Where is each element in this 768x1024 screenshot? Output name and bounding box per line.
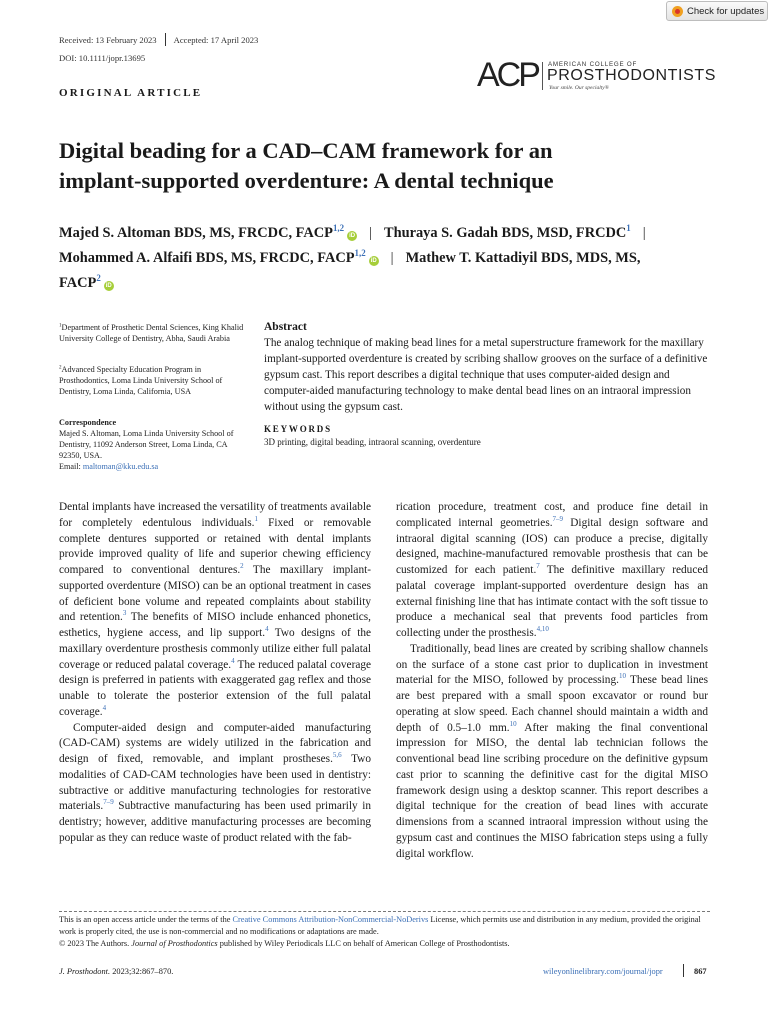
citation-text: 2023;32:867–870. <box>110 967 174 976</box>
citation[interactable]: 5,6 <box>332 751 342 760</box>
article-title <box>59 136 659 196</box>
accepted-date: Accepted: 17 April 2023 <box>173 35 259 45</box>
correspondence-address: Majed S. Altoman, Loma Linda University School of Dentistry, 11092 Anderson Street, Loma Linda, CA 92350, USA. <box>59 429 234 461</box>
author-name: FACP <box>59 275 97 291</box>
copyright-text: © 2023 The Authors. Journal of Prosthodontics published by Wiley Periodicals LLC on behalf of American College of Prosthodontists. <box>59 939 510 948</box>
author-affiliation[interactable]: 1 <box>626 223 631 234</box>
orcid-icon[interactable]: iD <box>105 283 112 289</box>
author-line-2 <box>59 246 709 271</box>
journal-abbreviation: J. Prosthodont. <box>59 967 111 976</box>
abstract-heading: Abstract <box>264 321 307 333</box>
body-column-left <box>59 500 371 847</box>
author-line-3 <box>59 271 709 296</box>
divider <box>165 33 166 46</box>
body-paragraph: Traditionally, bead lines are created by scribing shallow channels on the surface of a stone cast prior to duplication in investment material for the MISO, followed by processing.$^{10}$ These bead lines are best prepared with a small spoon excavator or round bur operating at slow speed. Each channel should maintain a width and depth of 0.5–1.0 mm.$^{10}$ After making the final conventional impression for MISO, the dental lab technician follows the conventional bead line scribing procedure on the definitive gypsum cast prior to scanning the definitive cast for the digital MISO framework design using a desktop scanner. This report describes a digital technique for the creation of bead lines with accurate dimensions from a scanned intraoral impression without using the gypsum cast and continues the MISO fabrication steps using a fully digital workflow. <box>396 642 709 860</box>
crossmark-icon <box>672 6 683 17</box>
citation[interactable]: 7–9 <box>552 514 564 523</box>
citation[interactable]: 4 <box>102 703 107 712</box>
body-paragraph: Dental implants have increased the versatility of treatments available for completely edentulous individuals.$^1$ Fixed or removable complete dentures supported or retained with dental implants provide improved quality of life and superior chewing efficiency compared to conventional dentures.$^2$ The maxillary implant-supported overdenture (MISO) can be an optional treatment in cases of deficient bone volume and repeated complaints about stability and retention.$^3$ The benefits of MISO include enhanced phonetics, esthetics, hygiene access, and lip support.$^4$ Two designs of the maxillary overdenture prosthesis commonly utilize either full palatal coverage or reduced palatal coverage.$^4$ The reduced palatal coverage design is preferred in patients with exaggerated gag reflex and those unable to tolerate the posterior extension of the full palatal coverage.$^4$ <box>59 501 372 718</box>
author-divider: | <box>642 225 646 241</box>
affiliation-2 <box>59 364 245 397</box>
citation[interactable]: 10 <box>509 719 517 728</box>
author-line-1 <box>59 221 709 246</box>
body-column-right <box>396 500 708 862</box>
page-number: 867 <box>694 967 707 976</box>
journal-url[interactable]: wileyonlinelibrary.com/journal/jopr <box>543 967 663 976</box>
citation[interactable]: 4,10 <box>536 625 549 634</box>
footnote-divider <box>59 911 710 912</box>
title-line-1: Digital beading for a CAD–CAM framework for an <box>59 138 553 163</box>
author-affiliation[interactable]: 1,2 <box>332 223 345 234</box>
keywords-heading: KEYWORDS <box>264 424 332 434</box>
affiliation-text: Advanced Specialty Education Program in Prosthodontics, Loma Linda University School of Dentistry, Loma Linda, California, USA <box>59 365 223 397</box>
logo-tagline: Your smile. Our specialty® <box>549 85 609 91</box>
license-link[interactable]: Creative Commons Attribution-NonCommercial-NoDerivs <box>232 915 429 924</box>
title-line-2: implant-supported overdenture: A dental technique <box>59 168 554 193</box>
license-footnote <box>59 914 710 950</box>
citation[interactable]: 4 <box>265 625 269 634</box>
received-date: Received: 13 February 2023 <box>59 35 157 45</box>
author-name: Thuraya S. Gadah BDS, MSD, FRCDC <box>383 225 627 241</box>
email-link[interactable]: maltoman@kku.edu.sa <box>82 462 159 472</box>
author-name: Mathew T. Kattadiyil BDS, MDS, MS, <box>405 250 641 266</box>
email-label: Email: <box>59 462 81 472</box>
page-divider <box>683 964 684 977</box>
logo-name: PROSTHODONTISTS <box>547 67 717 84</box>
author-divider: | <box>390 250 394 266</box>
author-affiliation[interactable]: 2 <box>96 273 101 284</box>
affiliation-number: 1 <box>59 322 62 329</box>
dates-line <box>59 33 258 46</box>
citation[interactable]: 4 <box>231 656 235 665</box>
abstract-text: The analog technique of making bead lines for a metal superstructure framework for the maxillary implant-supported overdenture is created by scribing shallow grooves on the surface of a definitive gypsum cast. This report describes a digital technique that uses computer-aided design and computer-aided manufacturing technology to make dental bead lines on an intraoral impression without using the gypsum cast. <box>264 337 708 414</box>
author-name: Majed S. Altoman BDS, MS, FRCDC, FACP <box>59 225 333 241</box>
citation[interactable]: 1 <box>254 514 259 523</box>
citation[interactable]: 7–9 <box>103 798 114 807</box>
body-paragraph: Computer-aided design and computer-aided manufacturing (CAD-CAM) systems are widely utilized in the fabrication and design of fixed, removable, and implant prostheses.$^{5,6}$ Two modalities of CAD-CAM technologies have been used in dentistry: subtractive or additive manufacturing technologies for restorative materials.$^{7-9}$ Subtractive manufacturing has been used primarily in dentistry; however, additive manufacturing processes are becoming popular as they can reduce waste of product related with the fab- <box>59 721 371 844</box>
author-affiliation[interactable]: 1,2 <box>354 248 366 259</box>
correspondence <box>59 417 245 472</box>
author-divider: | <box>369 225 372 241</box>
check-for-updates-button[interactable] <box>666 1 768 21</box>
license-text: This is an open access article under the terms of the Creative Commons Attribution-NonCommercial-NoDerivs License, which permits use and distribution in any medium, provided the original work is properly cited, the use is non-commercial and no modifications or adaptations are made. <box>59 915 701 936</box>
logo-subtitle: AMERICAN COLLEGE OF <box>548 61 638 68</box>
author-list <box>59 221 709 296</box>
citation[interactable]: 2 <box>240 562 244 571</box>
section-label: ORIGINAL ARTICLE <box>59 87 203 99</box>
check-for-updates-label: Check for updates <box>687 5 765 17</box>
doi[interactable]: DOI: 10.1111/jopr.13695 <box>59 53 146 63</box>
citation[interactable]: 7 <box>536 562 540 571</box>
body-paragraph: rication procedure, treatment cost, and produce fine detail in complicated internal geometries.$^{7-9}$ Digital design software and intraoral digital scanning (IOS) can produce a precise, digitally designed, machine-manufactured removable prosthesis that can be customized for each patient.$^7$ The definitive maxillary reduced palatal coverage implant-supported overdenture design has an external finishing line that has intimate contact with the soft tissue to produce a mechanical seal that prevents food particles from collecting under the prosthesis.$^{4,10}$ <box>396 501 709 639</box>
journal-citation <box>59 967 173 976</box>
citation[interactable]: 3 <box>122 609 127 618</box>
author-name: Mohammed A. Alfaifi BDS, MS, FRCDC, FACP <box>59 250 355 266</box>
affiliation-text: Department of Prosthetic Dental Sciences, King Khalid University College of Dentistry, Abha, Saudi Arabia <box>59 323 244 344</box>
affiliation-number: 2 <box>59 364 62 371</box>
citation[interactable]: 10 <box>618 672 626 681</box>
orcid-icon[interactable]: iD <box>370 258 377 264</box>
logo-divider <box>542 62 543 90</box>
correspondence-heading: Correspondence <box>59 418 117 427</box>
correspondence-email-line <box>59 461 245 472</box>
keywords-text: 3D printing, digital beading, intraoral scanning, overdenture <box>264 437 481 447</box>
acp-logo: ACP <box>477 56 538 94</box>
orcid-icon[interactable]: iD <box>349 233 356 239</box>
affiliation-1 <box>59 322 245 344</box>
